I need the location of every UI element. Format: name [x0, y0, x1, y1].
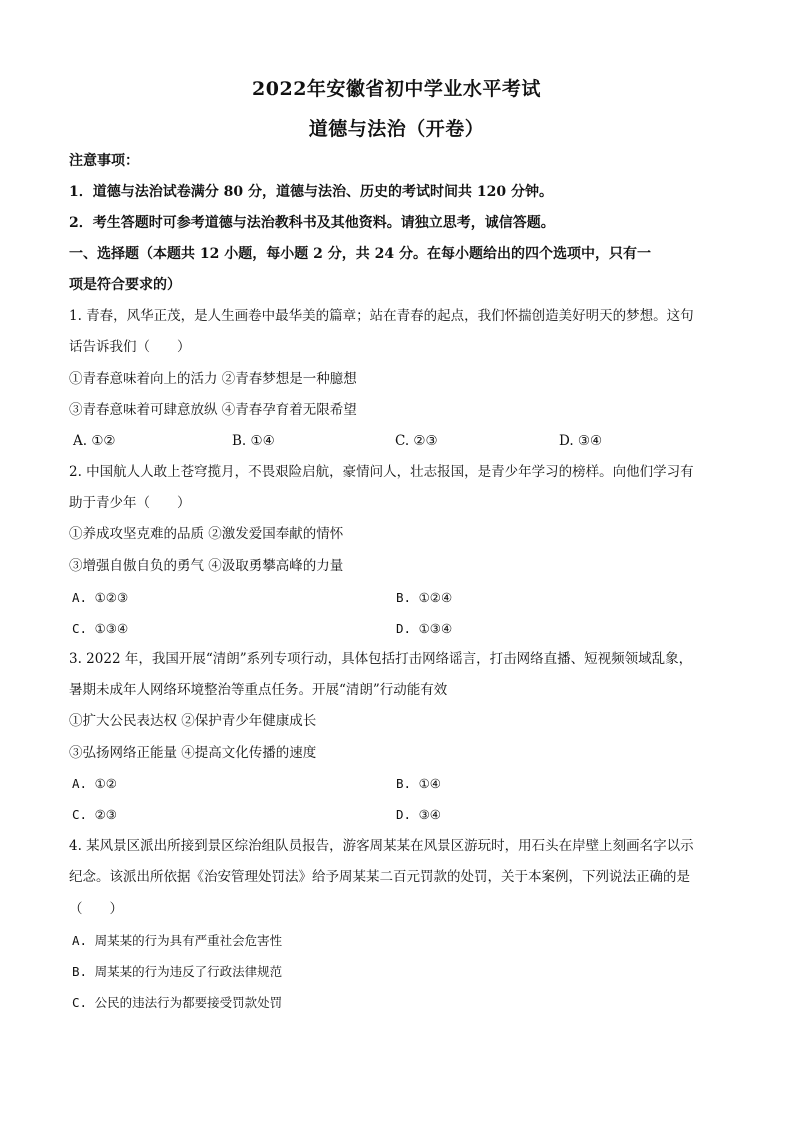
question-statement: ①扩大公民表达权 ②保护青少年健康成长: [69, 713, 317, 729]
section-heading-line-2: 项是符合要求的）: [69, 277, 181, 293]
exam-title: 2022年安徽省初中学业水平考试: [252, 78, 541, 100]
question-stem: 话告诉我们（ ）: [69, 339, 191, 355]
answer-option-c[interactable]: C. ②③: [395, 433, 438, 449]
notes-heading: 注意事项：: [69, 153, 139, 169]
question-statement: ③青春意味着可肆意放纵 ④青春孕育着无限希望: [69, 402, 357, 418]
answer-option-a[interactable]: A. ①②: [72, 776, 117, 791]
question-stem: 暑期未成年人网络环境整治等重点任务。开展“清朗”行动能有效: [69, 682, 448, 698]
answer-option-d[interactable]: D. ①③④: [396, 621, 453, 636]
answer-option-b[interactable]: B. ①④: [396, 776, 441, 791]
answer-option-b[interactable]: B. 周某某的行为违反了行政法律规范: [72, 964, 283, 979]
question-statement: ③增强自傲自负的勇气 ④汲取勇攀高峰的力量: [69, 558, 344, 574]
answer-option-d[interactable]: D. ③④: [559, 433, 603, 449]
exam-subtitle: 道德与法治（开卷）: [308, 118, 485, 140]
answer-option-b[interactable]: B. ①④: [232, 433, 275, 449]
answer-option-b[interactable]: B. ①②④: [396, 590, 453, 605]
answer-option-a[interactable]: A. ①②: [73, 433, 116, 449]
answer-option-a[interactable]: A. ①②③: [72, 590, 129, 605]
answer-option-c[interactable]: C. ①③④: [72, 621, 129, 636]
question-stem: 1. 青春，风华正茂，是人生画卷中最华美的篇章；站在青春的起点，我们怀揣创造美好明天的梦想。这句: [69, 308, 694, 324]
question-stem: 纪念。该派出所依据《治安管理处罚法》给予周某某二百元罚款的处罚，关于本案例，下列说法正确的是: [69, 869, 690, 885]
question-statement: ①青春意味着向上的活力 ②青春梦想是一种臆想: [69, 371, 357, 387]
question-stem: 3. 2022 年，我国开展“清朗”系列专项行动，具体包括打击网络谣言，打击网络直播、短视频领域乱象，: [69, 651, 693, 667]
note-item-2: 2．考生答题时可参考道德与法治教科书及其他资料。请独立思考，诚信答题。: [69, 215, 555, 231]
question-stem: （ ）: [69, 901, 123, 917]
answer-option-c[interactable]: C. ②③: [72, 807, 117, 822]
question-stem: 4. 某风景区派出所接到景区综治组队员报告，游客周某某在风景区游玩时，用石头在岸壁上刻画名字以示: [69, 838, 694, 854]
question-stem: 助于青少年（ ）: [69, 495, 191, 511]
answer-option-d[interactable]: D. ③④: [396, 807, 441, 822]
question-statement: ①养成攻坚克难的品质 ②激发爱国奉献的情怀: [69, 526, 344, 542]
answer-option-a[interactable]: A. 周某某的行为具有严重社会危害性: [72, 933, 283, 948]
section-heading-line-1: 一、选择题（本题共 12 小题，每小题 2 分，共 24 分。在每小题给出的四个选项中，只有一: [69, 246, 651, 262]
question-stem: 2. 中国航人人敢上苍穹揽月，不畏艰险启航，豪情问人，壮志报国，是青少年学习的榜样。向他们学习有: [69, 464, 694, 480]
answer-option-c[interactable]: C. 公民的违法行为都要接受罚款处罚: [72, 995, 283, 1010]
note-item-1: 1．道德与法治试卷满分 80 分，道德与法治、历史的考试时间共 120 分钟。: [69, 184, 553, 200]
question-statement: ③弘扬网络正能量 ④提高文化传播的速度: [69, 745, 317, 761]
